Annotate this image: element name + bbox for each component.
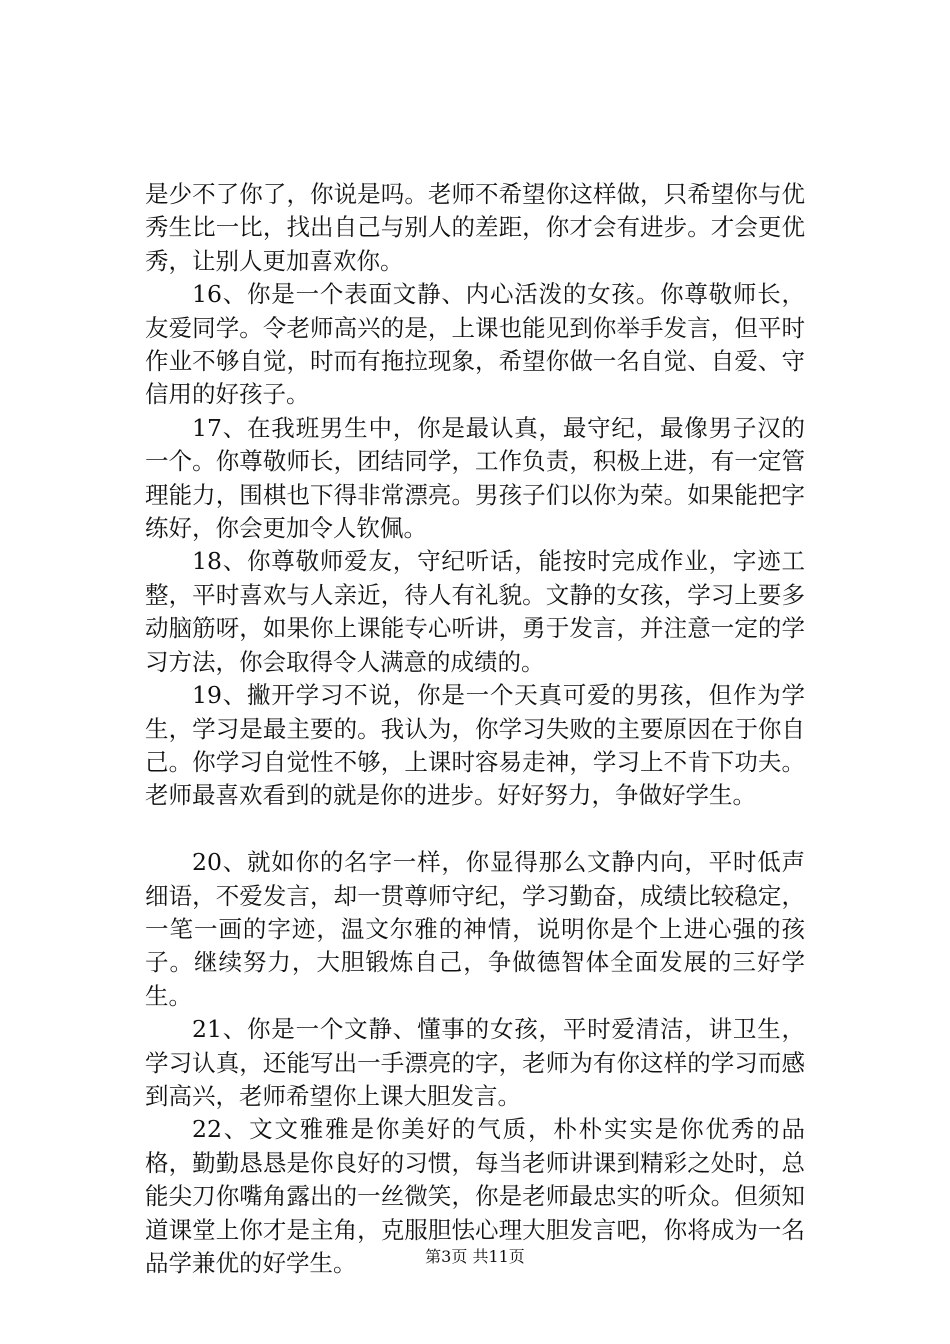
paragraph-comment-17: 17、在我班男生中，你是最认真，最守纪，最像男子汉的一个。你尊敬师长，团结同学，工作负责，积极上进，有一定管理能力，围棋也下得非常漂亮。男孩子们以你为荣。如果能把字练好，你会更加令人钦佩。 [145,413,805,543]
paragraph-gap [145,813,805,846]
page-number-footer: 第3页 共11页 [425,1247,525,1266]
paragraph-comment-16: 16、你是一个表面文静、内心活泼的女孩。你尊敬师长，友爱同学。令老师高兴的是，上课也能见到你举手发言，但平时作业不够自觉，时而有拖拉现象，希望你做一名自觉、自爱、守信用的好孩子。 [145,280,805,409]
paragraph-comment-19: 19、撇开学习不说，你是一个天真可爱的男孩，但作为学生，学习是最主要的。我认为，你学习失败的主要原因在于你自己。你学习自觉性不够，上课时容易走神，学习上不肯下功夫。老师最喜欢看到的就是你的进步。好好努力，争做好学生。 [145,681,805,810]
paragraph-comment-21: 21、你是一个文静、懂事的女孩，平时爱清洁，讲卫生，学习认真，还能写出一手漂亮的字，老师为有你这样的学习而感到高兴，老师希望你上课大胆发言。 [145,1015,805,1110]
paragraph-comment-18: 18、你尊敬师爱友，守纪听话，能按时完成作业，字迹工整，平时喜欢与人亲近，待人有礼貌。文静的女孩，学习上要多动脑筋呀，如果你上课能专心听讲，勇于发言，并注意一定的学习方法，你会取得令人满意的成绩的。 [145,547,805,676]
paragraph-continuation: 是少不了你了，你说是吗。老师不希望你这样做，只希望你与优秀生比一比，找出自己与别人的差距，你才会有进步。才会更优秀，让别人更加喜欢你。 [145,180,805,275]
paragraph-comment-20: 20、就如你的名字一样，你显得那么文静内向，平时低声细语，不爱发言，却一贯尊师守纪，学习勤奋，成绩比较稳定，一笔一画的字迹，温文尔雅的神情，说明你是个上进心强的孩子。继续努力，大胆锻炼自己，争做德智体全面发展的三好学生。 [145,848,805,1010]
document-body [145,178,805,1280]
paragraph-comment-22: 22、文文雅雅是你美好的气质，朴朴实实是你优秀的品格，勤勤恳恳是你良好的习惯，每当老师讲课到精彩之处时，总能尖刀你嘴角露出的一丝微笑，你是老师最忠实的听众。但须知道课堂上你才是主角，克服胆怯心理大胆发言吧，你将成为一名品学兼优的好学生。 [145,1115,805,1277]
